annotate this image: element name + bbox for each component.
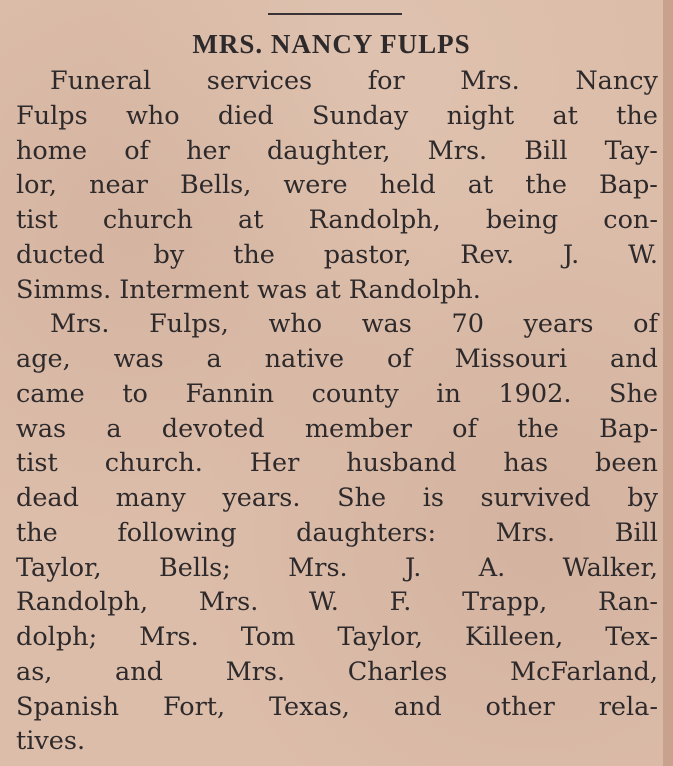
article-body: [16, 64, 658, 759]
text-line: [16, 620, 658, 655]
word: Mrs.: [198, 587, 259, 618]
word: who: [125, 100, 180, 131]
word: by: [627, 483, 658, 513]
word: Sunday: [312, 100, 409, 131]
word: Spanish: [16, 691, 120, 722]
text-line: [16, 724, 658, 759]
word: 1902.: [498, 378, 572, 409]
word: daughter,: [266, 135, 391, 166]
word: Taylor,: [337, 622, 423, 652]
word: services: [206, 66, 313, 96]
word: was: [257, 274, 308, 305]
word: She: [337, 483, 387, 513]
word: her: [186, 135, 230, 166]
word: F.: [389, 587, 412, 618]
text-line: [16, 342, 658, 377]
word: Randolph.: [348, 274, 481, 305]
word: the: [616, 100, 658, 131]
word: at: [552, 100, 578, 131]
word: Fulps: [16, 100, 88, 131]
text-line: [16, 690, 658, 725]
word: died: [217, 100, 274, 131]
word: were: [283, 170, 348, 201]
word: as,: [16, 656, 53, 687]
word: and: [115, 656, 163, 687]
word: A.: [478, 552, 506, 583]
word: years.: [222, 483, 301, 513]
word: near: [89, 170, 148, 201]
word: tives.: [16, 726, 86, 757]
word: a: [106, 413, 122, 444]
word: Fannin: [185, 378, 275, 409]
word: husband: [346, 448, 457, 479]
word: Mrs.: [288, 552, 348, 583]
word: Mrs.: [50, 309, 110, 340]
text-line: [16, 273, 658, 308]
word: W.: [628, 239, 658, 270]
word: devoted: [161, 413, 265, 444]
word: has: [503, 448, 549, 479]
text-line: [16, 481, 658, 516]
word: Interment: [119, 274, 250, 305]
text-line: [16, 134, 658, 169]
word: been: [595, 448, 658, 479]
word: the: [517, 413, 559, 444]
word: of: [452, 413, 477, 444]
word: Randolph,: [16, 587, 149, 618]
word: was: [361, 309, 412, 340]
word: rela-: [598, 691, 658, 722]
word: McFarland,: [510, 656, 658, 687]
word: other: [485, 691, 555, 722]
text-line: [16, 64, 658, 99]
word: county: [311, 378, 399, 409]
word: night: [446, 100, 515, 131]
word: the: [233, 239, 275, 270]
word: Mrs.: [495, 517, 556, 548]
word: Randolph,: [308, 205, 441, 235]
word: Bells;: [158, 552, 231, 583]
column-rule: [268, 13, 402, 15]
word: many: [115, 483, 186, 513]
word: Taylor,: [16, 552, 102, 583]
article-headline: MRS. NANCY FULPS: [192, 29, 471, 59]
word: following: [117, 517, 237, 548]
word: years: [523, 309, 594, 340]
word: Charles: [347, 656, 448, 687]
word: survived: [480, 483, 591, 513]
word: a: [206, 344, 222, 374]
word: Mrs.: [225, 656, 286, 687]
word: Mrs.: [460, 66, 520, 96]
word: lor,: [16, 170, 58, 201]
word: Bill: [614, 517, 658, 548]
word: native: [264, 344, 345, 374]
word: Bells,: [180, 170, 252, 201]
word: at: [467, 170, 494, 201]
word: Funeral: [50, 66, 152, 96]
word: by: [153, 239, 185, 270]
word: Bap-: [599, 170, 658, 201]
text-line: [16, 377, 658, 412]
word: Missouri: [454, 344, 568, 374]
word: came: [16, 378, 85, 409]
word: dead: [16, 483, 79, 513]
text-line: [16, 446, 658, 481]
word: was: [16, 413, 67, 444]
word: to: [122, 378, 148, 409]
word: is: [422, 483, 444, 513]
word: Fort,: [162, 691, 226, 722]
word: for: [367, 66, 405, 96]
word: at: [315, 274, 341, 305]
text-line: [16, 516, 658, 551]
word: J.: [562, 239, 580, 270]
word: the: [525, 170, 567, 201]
word: daughters:: [296, 517, 437, 548]
word: Tay-: [604, 135, 658, 166]
word: con-: [603, 205, 658, 235]
text-line: [16, 203, 658, 238]
word: W.: [309, 587, 339, 618]
word: tist: [16, 205, 58, 235]
word: of: [633, 309, 658, 340]
text-line: [16, 238, 658, 273]
word: at: [238, 205, 264, 235]
word: dolph;: [16, 622, 98, 652]
word: Tom: [240, 622, 296, 652]
word: ducted: [16, 239, 105, 270]
word: home: [16, 135, 88, 166]
word: of: [386, 344, 412, 374]
word: who: [268, 309, 323, 340]
word: 70: [451, 309, 484, 340]
text-line: [16, 551, 658, 586]
word: of: [124, 135, 149, 166]
word: the: [16, 517, 58, 548]
text-line: [16, 307, 658, 342]
text-line: [16, 412, 658, 447]
word: Mrs.: [427, 135, 488, 166]
word: Simms.: [16, 274, 112, 305]
word: Walker,: [562, 552, 658, 583]
word: Her: [249, 448, 300, 479]
text-line: [16, 99, 658, 134]
word: Killeen,: [465, 622, 564, 652]
word: Trapp,: [462, 587, 548, 618]
word: held: [379, 170, 436, 201]
word: church: [102, 205, 193, 235]
word: and: [610, 344, 658, 374]
text-line: [16, 655, 658, 690]
word: Bap-: [599, 413, 658, 444]
text-line: [16, 168, 658, 203]
word: She: [609, 378, 658, 409]
text-line: [16, 585, 658, 620]
word: and: [393, 691, 442, 722]
word: member: [304, 413, 412, 444]
word: Ran-: [597, 587, 658, 618]
word: tist: [16, 448, 58, 479]
word: Nancy: [575, 66, 658, 96]
word: Bill: [524, 135, 568, 166]
word: Texas,: [268, 691, 350, 722]
word: being: [485, 205, 559, 235]
word: age,: [16, 344, 71, 374]
word: Rev.: [460, 239, 515, 270]
word: church.: [104, 448, 203, 479]
word: Mrs.: [139, 622, 199, 652]
paper-edge: [663, 0, 673, 766]
word: was: [113, 344, 164, 374]
word: Fulps,: [149, 309, 229, 340]
word: pastor,: [323, 239, 412, 270]
word: J.: [405, 552, 422, 583]
word: Tex-: [605, 622, 658, 652]
word: in: [436, 378, 461, 409]
